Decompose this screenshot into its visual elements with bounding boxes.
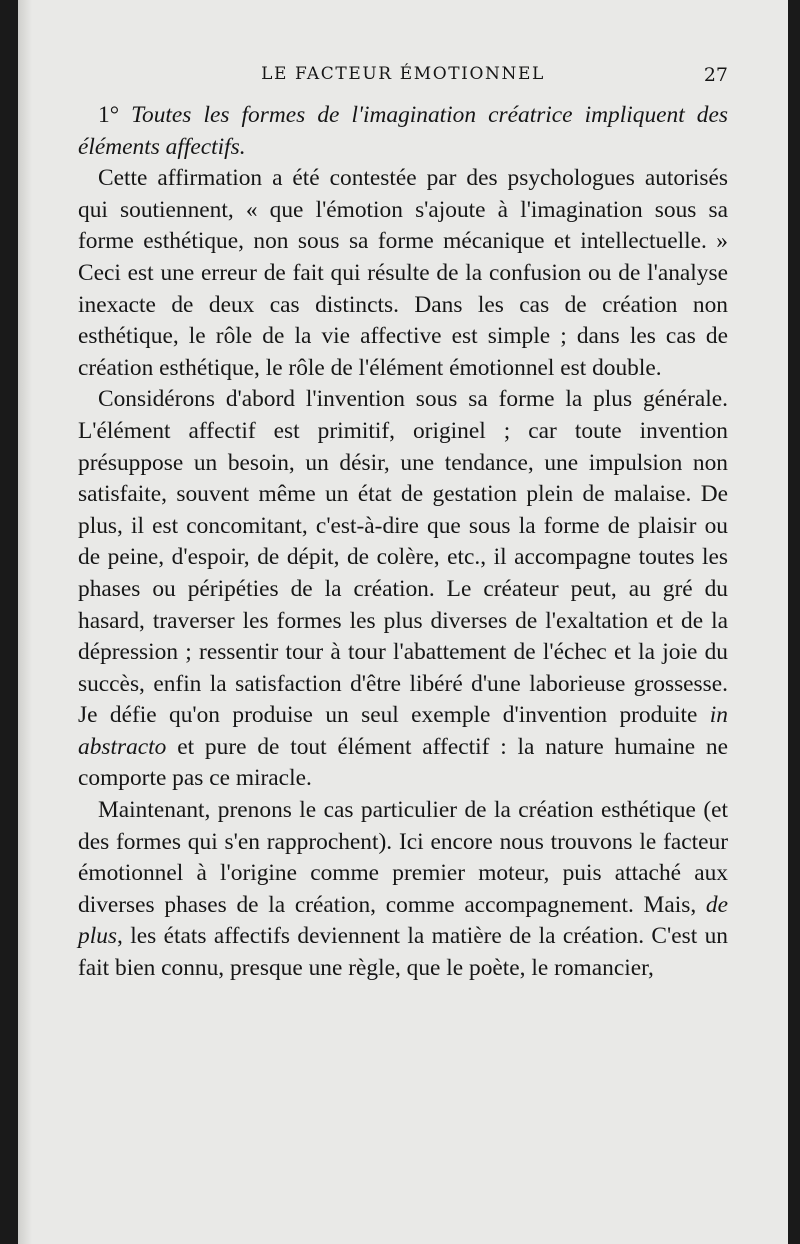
paragraph-2-text-b: et pure de tout élément affectif : la nature humaine ne comporte pas ce miracle.: [78, 733, 728, 792]
paragraph-3: [78, 795, 728, 985]
page-number: 27: [703, 64, 728, 86]
paragraph-2: [78, 384, 728, 795]
page-edge-shadow: [18, 0, 32, 1244]
running-head: [78, 62, 728, 92]
point-heading: Toutes les formes de l'imagination créatrice impliquent des éléments affectifs.: [78, 102, 728, 160]
paragraph-3-text-b: , les états affectifs deviennent la matière de la création. C'est un fait bien connu, presque une règle, que le poète, le romancier,: [78, 923, 728, 982]
paragraph-1: Cette affirmation a été contestée par des psychologues autorisés qui soutiennent, « que l'émotion s'ajoute à l'imagination sous sa forme esthétique, non sous sa forme mécanique et intellectuelle. » Ceci est une erreur de fait qui résulte de la confusion ou de l'analyse inexacte de deux cas distincts. Dans les cas de création non esthétique, le rôle de la vie affective est simple ; dans les cas de création esthétique, le rôle de l'élément émotionnel est double.: [78, 165, 728, 381]
book-page: [18, 0, 788, 1244]
paragraph-3-text-a: Maintenant, prenons le cas particulier de la création esthétique (et des formes qui s'en rapprochent). Ici encore nous trouvons le facteur émotionnel à l'origine comme premier moteur, puis attaché aux diverses phases de la création, comme accompagnement. Mais,: [78, 797, 728, 918]
running-head-title: LE FACTEUR ÉMOTIONNEL: [261, 64, 545, 84]
paragraph-2-text-a: Considérons d'abord l'invention sous sa forme la plus générale. L'élément affectif est primitif, originel ; car toute invention présuppose un besoin, un désir, une tendance, une impulsion non satisfaite, souvent même un état de gestation plein de malaise. De plus, il est concomitant, c'est-à-dire que sous la forme de plaisir ou de peine, d'espoir, de dépit, de colère, etc., il accompagne toutes les phases ou péripéties de la création. Le créateur peut, au gré du hasard, traverser les formes les plus diverses de l'exaltation et de la dépression ; ressentir tour à tour l'abattement de l'échec et la joie du succès, enfin la satisfaction d'être libéré d'une laborieuse grossesse. Je défie qu'on produise un seul exemple d'invention produite: [78, 386, 728, 729]
point-number: 1°: [98, 102, 120, 128]
numbered-point: [78, 100, 728, 163]
latin-phrase: in abstracto: [78, 702, 728, 760]
emphasized-phrase: de plus: [78, 891, 728, 950]
body-text: [78, 100, 728, 985]
